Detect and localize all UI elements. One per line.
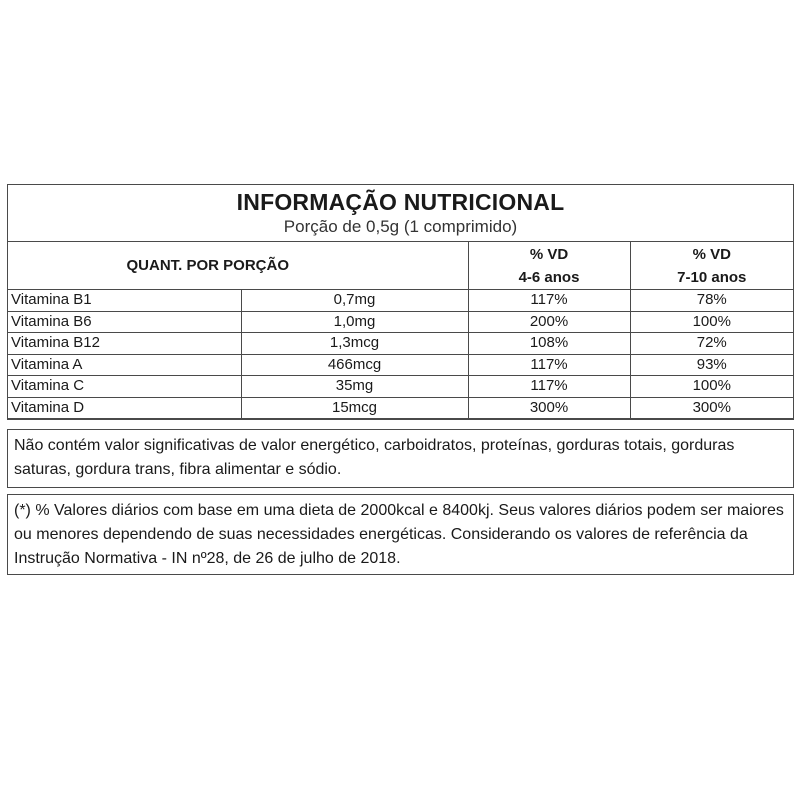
table-row (8, 290, 793, 312)
nutrient-vd-4-6: 108% (468, 333, 630, 355)
nutrient-name: Vitamina A (8, 354, 241, 376)
vd-header-4-6 (468, 242, 630, 290)
vd-header-7-10 (630, 242, 793, 290)
nutrient-amount: 466mcg (241, 354, 468, 376)
nutrient-amount: 15mcg (241, 397, 468, 419)
not-significant-note: Não contém valor significativas de valor energético, carboidratos, proteínas, gorduras totais, gorduras saturas, gordura trans, fibra alimentar e sódio. (7, 429, 794, 488)
table-row (8, 354, 793, 376)
daily-values-footnote: (*) % Valores diários com base em uma dieta de 2000kcal e 8400kj. Seus valores diários podem ser maiores ou menores dependendo de suas necessidades energéticas. Considerando os valores de referência da Instrução Normativa - IN nº28, de 26 de julho de 2018. (7, 494, 794, 575)
nutrient-vd-7-10: 300% (630, 397, 793, 419)
nutrient-vd-4-6: 117% (468, 376, 630, 398)
quantity-header: QUANT. POR PORÇÃO (8, 242, 468, 290)
nutrient-vd-7-10: 100% (630, 311, 793, 333)
column-header-row (8, 242, 793, 290)
nutrient-amount: 35mg (241, 376, 468, 398)
table-row (8, 333, 793, 355)
nutrition-facts-table (7, 184, 794, 420)
page-title: INFORMAÇÃO NUTRICIONAL (236, 189, 565, 215)
nutrient-vd-4-6: 200% (468, 311, 630, 333)
table-row (8, 311, 793, 333)
nutrient-table (8, 242, 793, 419)
nutrient-name: Vitamina C (8, 376, 241, 398)
nutrient-vd-7-10: 72% (630, 333, 793, 355)
vd-header-label: % VD (692, 245, 731, 263)
table-header (8, 185, 793, 242)
nutrient-name: Vitamina D (8, 397, 241, 419)
vd-header-age: 7-10 anos (677, 268, 747, 286)
serving-size: Porção de 0,5g (1 comprimido) (283, 217, 518, 236)
nutrient-vd-4-6: 117% (468, 354, 630, 376)
nutrient-amount: 1,3mcg (241, 333, 468, 355)
nutrient-name: Vitamina B1 (8, 290, 241, 312)
nutrient-vd-7-10: 93% (630, 354, 793, 376)
vd-header-label: % VD (529, 245, 569, 263)
table-row (8, 376, 793, 398)
nutrient-name: Vitamina B6 (8, 311, 241, 333)
nutrient-vd-7-10: 78% (630, 290, 793, 312)
nutrient-amount: 0,7mg (241, 290, 468, 312)
nutrient-vd-7-10: 100% (630, 376, 793, 398)
vd-header-age: 4-6 anos (518, 268, 580, 286)
table-row (8, 397, 793, 419)
nutrient-vd-4-6: 117% (468, 290, 630, 312)
nutrient-name: Vitamina B12 (8, 333, 241, 355)
nutrient-vd-4-6: 300% (468, 397, 630, 419)
nutrient-amount: 1,0mg (241, 311, 468, 333)
